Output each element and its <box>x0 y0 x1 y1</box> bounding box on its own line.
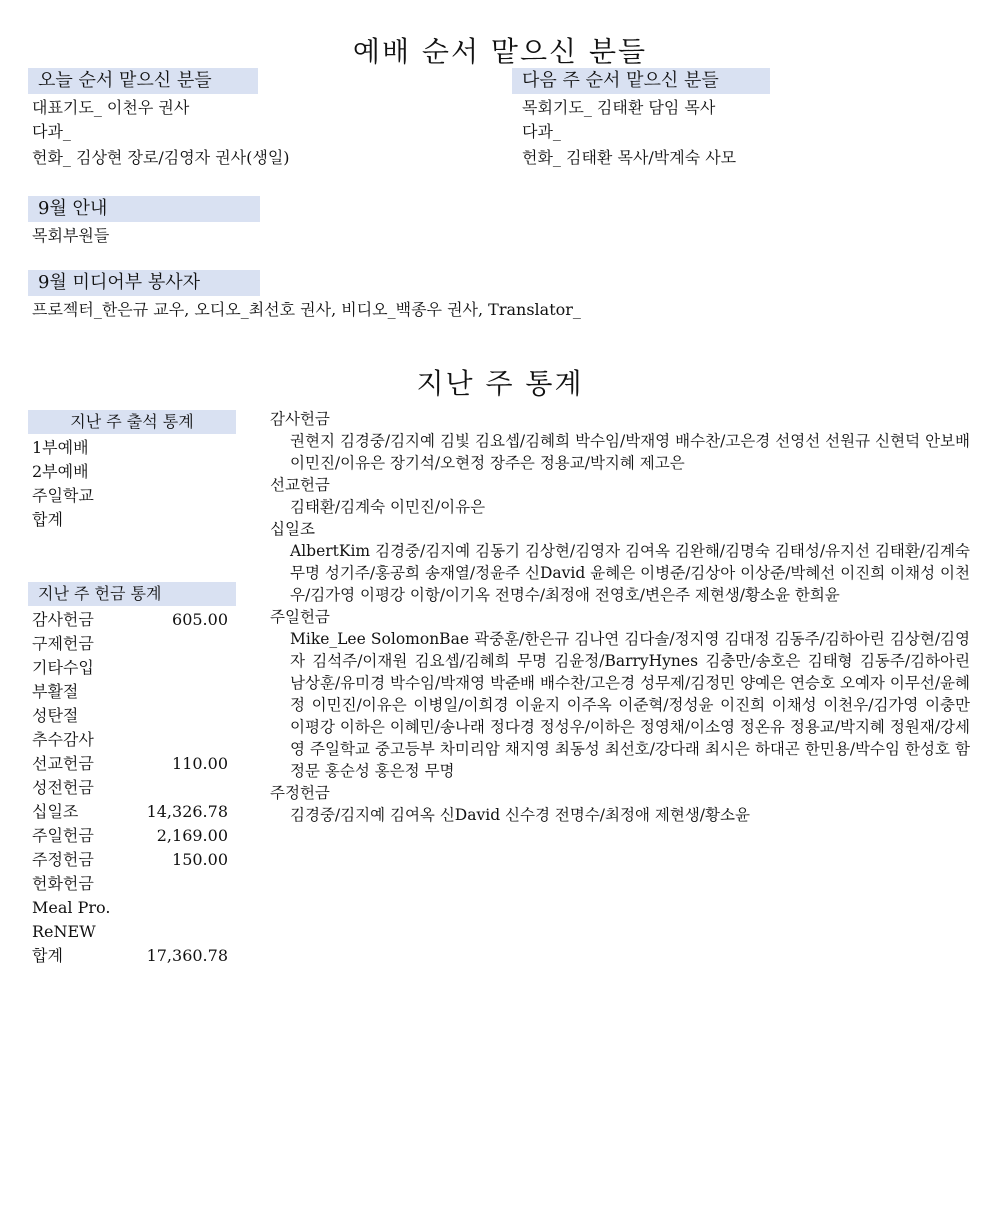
offering-label: 합계 <box>32 946 63 965</box>
next-prayer: 목회기도_ 김태환 담임 목사 <box>522 98 716 117</box>
offering-row <box>32 680 228 704</box>
media-volunteers-header: 9월 미디어부 봉사자 <box>28 270 260 296</box>
offering-value: 110.00 <box>172 754 228 773</box>
donor-category: 십일조 <box>270 520 315 538</box>
offering-row <box>32 752 228 776</box>
offering-label: 부활절 <box>32 682 79 701</box>
next-flowers: 헌화_ 김태환 목사/박계숙 사모 <box>522 148 737 167</box>
offering-label: 감사헌금 <box>32 610 94 629</box>
worship-order-title: 예배 순서 맡으신 분들 <box>352 35 648 68</box>
offering-label: 성전헌금 <box>32 778 94 797</box>
donor-category: 감사헌금 <box>270 410 330 428</box>
offering-label: 기타수입 <box>32 658 94 677</box>
offering-value: 2,169.00 <box>156 826 228 845</box>
media-volunteers-text: 프로젝터_한은규 교우, 오디오_최선호 권사, 비디오_백종우 권사, Translator_ <box>32 300 581 319</box>
offering-label: Meal Pro. <box>32 898 111 917</box>
offering-row <box>32 656 228 680</box>
donor-names: 김경중/김지예 김여옥 신David 신수경 전명수/최정애 제현생/황소윤 <box>290 806 750 824</box>
offering-label: 추수감사 <box>32 730 94 749</box>
offering-row <box>32 776 228 800</box>
today-order-header: 오늘 순서 맡으신 분들 <box>28 68 258 94</box>
donor-section <box>270 408 970 826</box>
offering-label: ReNEW <box>32 922 96 941</box>
attendance-row <box>32 508 228 532</box>
offering-label: 구제헌금 <box>32 634 94 653</box>
attendance-label: 주일학교 <box>32 486 94 505</box>
donor-names: Mike_Lee SolomonBae 곽중훈/한은규 김나연 김다솔/정지영 김대정 김동주/김하아린 김상현/김영자 김석주/이재원 김요셉/김혜희 무명 김윤정/BarryHynes 김충만/송호은 김태형 김동주/김하아린 남상훈/유미경 박수임/박재영 박준배 배수찬/고은경 성무제/김정민 양예은 연승호 오예자 이무선/윤혜정 이민진/이유은 이병일/이희경 이윤지 이주옥 이준혁/정성윤 이진희 이채성 이천우/김가영 이충만 이평강 이하은 이혜민/송나래 정다경 정성우/이하은 정영채/이소영 정온유 정용교/박지혜 정원재/강세영 주일학교 중고등부 차미리암 채지영 최동성 최선호/강다래 최시은 하대곤 한민용/박수임 한성호 함정문 홍순성 홍은정 무명 <box>290 630 970 780</box>
september-notice-header: 9월 안내 <box>28 196 260 222</box>
today-refreshments: 다과_ <box>32 122 71 141</box>
offering-row <box>32 848 228 872</box>
offering-row <box>32 872 228 896</box>
donor-category: 주일헌금 <box>270 608 330 626</box>
offering-row <box>32 608 228 632</box>
attendance-header: 지난 주 출석 통계 <box>28 410 236 434</box>
next-order-header: 다음 주 순서 맡으신 분들 <box>512 68 770 94</box>
offering-value: 605.00 <box>172 610 228 629</box>
offering-row <box>32 824 228 848</box>
offering-row <box>32 944 228 968</box>
donor-names: 김태환/김계숙 이민진/이유은 <box>290 498 486 516</box>
donor-names: AlbertKim 김경중/김지예 김동기 김상현/김영자 김여옥 김완해/김명숙 김태성/유지선 김태환/김계숙 무명 성기주/홍공희 송재열/정윤주 신David 윤혜은 이병준/김상아 이상준/박혜선 이진희 이채성 이천우/김가영 이평강 이항/이기옥 전명수/최정애 전영호/변은주 제현생/황소윤 한희윤 <box>290 542 970 604</box>
offering-label: 십일조 <box>32 802 79 821</box>
today-prayer: 대표기도_ 이천우 권사 <box>32 98 190 117</box>
offering-label: 헌화헌금 <box>32 874 94 893</box>
offering-row <box>32 896 228 920</box>
attendance-row <box>32 460 228 484</box>
offering-header: 지난 주 헌금 통계 <box>28 582 236 606</box>
offering-label: 선교헌금 <box>32 754 94 773</box>
offering-row <box>32 728 228 752</box>
next-refreshments: 다과_ <box>522 122 561 141</box>
offering-label: 주일헌금 <box>32 826 94 845</box>
offering-label: 주정헌금 <box>32 850 94 869</box>
attendance-row <box>32 436 228 460</box>
attendance-label: 1부예배 <box>32 438 89 457</box>
attendance-label: 2부예배 <box>32 462 89 481</box>
offering-label: 성탄절 <box>32 706 79 725</box>
attendance-row <box>32 484 228 508</box>
september-notice-text: 목회부원들 <box>32 226 110 245</box>
last-week-stats-title: 지난 주 통계 <box>416 367 584 400</box>
offering-row <box>32 800 228 824</box>
offering-row <box>32 704 228 728</box>
offering-row <box>32 920 228 944</box>
offering-value: 150.00 <box>172 850 228 869</box>
today-flowers: 헌화_ 김상현 장로/김영자 권사(생일) <box>32 148 290 167</box>
attendance-label: 합계 <box>32 510 63 529</box>
donor-category: 선교헌금 <box>270 476 330 494</box>
offering-value: 17,360.78 <box>146 946 228 965</box>
donor-category: 주정헌금 <box>270 784 330 802</box>
donor-names: 권현지 김경중/김지예 김빛 김요셉/김혜희 박수임/박재영 배수찬/고은경 선영선 선원규 신현덕 안보배 이민진/이유은 장기석/오현정 장주은 정용교/박지혜 제고은 <box>290 432 970 472</box>
offering-value: 14,326.78 <box>146 802 228 821</box>
offering-row <box>32 632 228 656</box>
